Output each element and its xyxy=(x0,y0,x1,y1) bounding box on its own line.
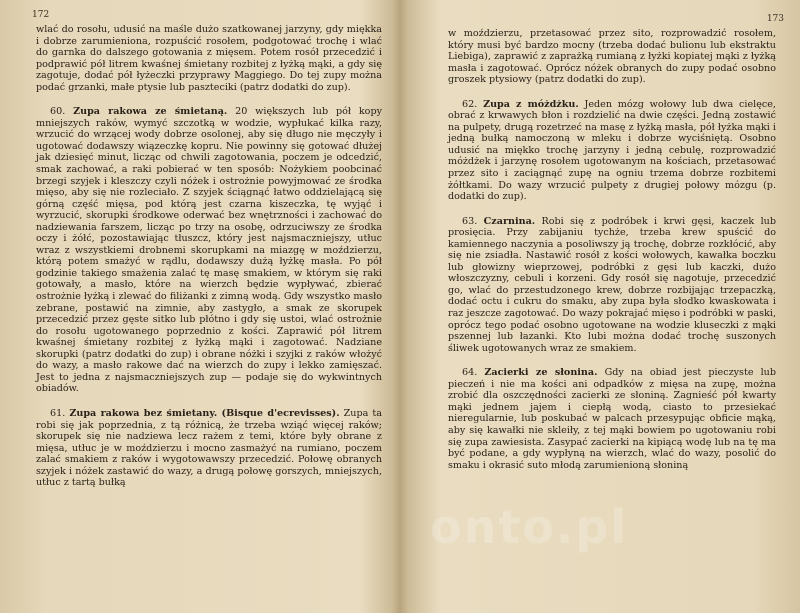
continuation-text-right: w moździerzu, przetasować przez sito, rozprowadzić rosołem, który musi być bardzo mocny (trzeba dodać bulionu lub ekstraktu Liebiga), zaprawić z zaprażką rumianą z łyżki kopiatej mąki z łyżką masła i zagotować. Oprócz nóżek obranych do zupy podać osobno groszek ptysiowy (patrz dodatki do zup). xyxy=(448,28,776,86)
recipe-61-number: 61. xyxy=(50,407,66,419)
recipe-64-number: 64. xyxy=(462,367,478,379)
recipe-61-body: Zupa ta robi się jak poprzednia, z tą różnicą, że trzeba wziąć więcej raków; skorupek się nie nadziewa lecz rażem z temi, które były obrane z mięsa, utłuc je w moździerzu i mocno zasmażyć na rumiano, poczem zalać smakiem z raków i wygotowawszy przecedzić. Połowę obranych szyjek i nóżek zastawić do wazy, a drugą połowę gorszych, mniejszych, utłuc z tartą bułką xyxy=(36,407,383,489)
recipe-60 xyxy=(36,106,382,395)
recipe-62 xyxy=(448,99,776,203)
recipe-63 xyxy=(448,216,776,355)
recipe-61 xyxy=(36,408,382,489)
recipe-62-title: Zupa z móżdżku. xyxy=(483,98,579,110)
continuation-text-left: wlać do rosołu, udusić na maśle dużo szatkowanej jarzyny, gdy miękka i dobrze zarumieniona, rozpuścić rosołem, podgotować trochę i wlać do garnka do dalszego gotowania z mięsem. Potem rosół przecedzić i podprawić pół litrem kwaśnej śmietany rozbitej z łyżką mąki, a gdy się zagotuje, dodać pół łyżeczki przyprawy Maggiego. Do tej zupy można podać grzanki, małe ptysie lub paszteciki (patrz dodatki do zup). xyxy=(36,24,382,93)
page-number-left: 172 xyxy=(32,10,50,20)
right-page xyxy=(400,0,800,613)
recipe-62-number: 62. xyxy=(462,98,478,110)
recipe-60-body: 20 większych lub pół kopy mniejszych raków, wymyć szczotką w wodzie, wypłukać kilka razy, wrzucić do wrzącej wody dobrze osolonej, aby się długo nie męczyły i ugotować dodawszy wiązeczkę kopru. Nie powinny się gotować dłużej jak dziesięć minut, licząc od chwili zagotowania, poczem je odcedzić, smak zachować, a raki pobierać w ten sposób: Nożykiem poobcinać brzegi szyjek i kleszczy czyli nóżek i ostrożnie powyjmować ze środka mięso, aby się nie rozleciało. Z szyjek ściągnąć łatwo oddzielającą się górną część mięsa, pod którą jest czarna kiszeczka, tę wyjąć i wyrzucić, skorupki środkowe oderwać bez wnętrzności i zachować do nadziewania farszem, licząc po trzy na osobę, odrzuciwszy ze środka oczy i żółć, pozostawiając tłuszcz, który jest najsmaczniejszy, utłuc wraz z wszystkiemi drobnemi skorupkami na miazgę w moździerzu, którą potem smażyć w rądlu, dodawszy dużą łyżkę masła. Po pół godzinie takiego smażenia zalać tę masę smakiem, w którym się raki gotowały, a masło, które na wierzch będzie wypływać, zbierać ostrożnie łyżką i zlewać do filiżanki z zimną wodą. Gdy wszystko masło zebrane, postawić na zimnie, aby zastygło, a smak ze skorupek przecedzić przez gęste sitko lub płótno i gdy się ustoi, wlać ostrożnie do rosołu ugotowanego poprzednio z kości. Zaprawić pół litrem kwaśnej śmietany rozbitej z łyżką mąki i zagotować. Nadziane skorupki (patrz dodatki do zup) i obrane nóżki i szyjki z raków włożyć do wazy, a masło rakowe dać na wierzch do zupy i lekko zamięszać. Jest to jedna z najsmaczniejszych zup — podaje się do wykwintnych obiadów. xyxy=(36,106,382,395)
recipe-63-number: 63. xyxy=(462,215,478,227)
recipe-64-body: Gdy na obiad jest pieczyste lub pieczeń i nie ma kości ani odpadków z mięsa na zupę, można zrobić dla oszczędności zacierki ze słoniną. Zagnieść pół kwarty mąki jednem jajem i ciepłą wodą, ciasto to przesiekać nieregularnie, lub poskubać w palcach przesypując obficie mąką, aby się kawałki nie skleiły, z tej mąki bowiem po ugotowaniu robi się zupa zawiesista. Zasypać zacierki na kipiącą wodę lub na tę ma być podane, a gdy wypłyną na wierzch, wlać do wazy, posolić do smaku i okrasić suto młodą zarumienioną słoniną xyxy=(448,367,776,471)
recipe-60-title: Zupa rakowa ze śmietaną. xyxy=(73,106,228,118)
recipe-64 xyxy=(448,367,776,471)
recipe-63-title: Czarnina. xyxy=(483,215,536,227)
recipe-60-number: 60. xyxy=(50,106,66,118)
recipe-62-body: Jeden mózg wołowy lub dwa cielęce, obrać z krwawych błon i rozdzielić na dwie części. Jedną zostawić na pulpety, drugą rozetrzeć na masę z łyżką masła, pół łyżka mąki i jedną bułką namoczoną w mleku i dobrze wyciśniętą. Osobno udusić na miękko trochę jarzyny i jedną cebulę, rozprowadzić móżdżek i jarzynę rosołem ugotowanym na kościach, przetasować przez sito i zaciągnąć zupę na ogniu trzema dobrze rozbitemi żółtkami. Do wazy wrzucić pulpety z drugiej połowy mózgu (p. dodatki do zup). xyxy=(448,98,776,203)
page-number-right: 173 xyxy=(766,14,784,24)
recipe-64-title: Zacierki ze słonina. xyxy=(484,367,598,379)
watermark: onto.pl xyxy=(430,500,629,554)
recipe-61-title: Zupa rakowa bez śmietany. (Bisque d'ecrevisses). xyxy=(69,407,340,419)
recipe-63-body: Robi się z podróbek i krwi gęsi, kaczek lub prosięcia. Przy zabijaniu tychże, trzeba krew spuścić do kamiennego naczynia a posoliwszy ją trochę, dobrze rozkłócić, aby się nie zsiadła. Nastawić rosół z kości wołowych, kawałka boczku lub głowizny wieprzowej, podróbki z gęsi lub kaczki, dużo włoszczyzny, cebuli i korzeni. Gdy rosół się nagotuje, przecedzić go, wlać do przestudzonego krew, dobrze rozbijając trzepaczką, dodać octu i cukru do smaku, aby zupa była słodko kwaskowata i raz jeszcze zagotować. Do wazy pokrajać mięso i podróbki w paski, oprócz tego podać osobno ugotowane na wodzie kluseczki z mąki pszennej lub łazanki. Kto lubi można dodać trochę suszonych śliwek ugotowanych wraz ze smakiem. xyxy=(448,215,776,354)
